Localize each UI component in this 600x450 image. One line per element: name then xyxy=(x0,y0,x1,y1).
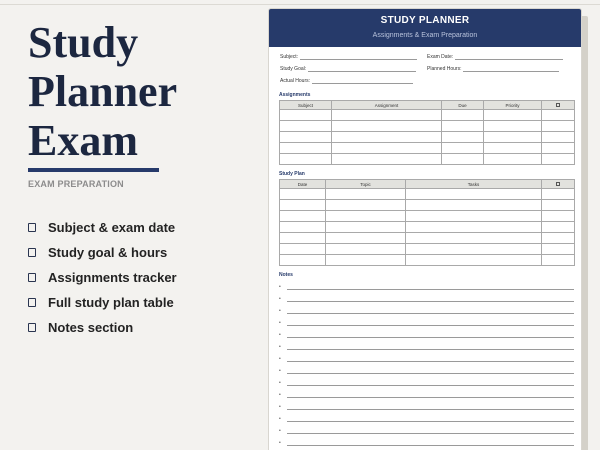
table-cell xyxy=(484,132,542,143)
planner-title: STUDY PLANNER xyxy=(380,15,470,26)
column-header: Date xyxy=(280,180,326,189)
table-cell xyxy=(280,110,332,121)
note-line xyxy=(279,326,581,338)
table-cell xyxy=(332,132,442,143)
table-cell xyxy=(326,233,406,244)
table-cell xyxy=(442,143,484,154)
note-line xyxy=(279,434,581,446)
bullet-icon: • xyxy=(279,296,281,302)
bullet-icon: • xyxy=(279,356,281,362)
table-cell xyxy=(332,121,442,132)
feature-item: Study goal & hours xyxy=(28,240,258,265)
table-cell xyxy=(484,110,542,121)
note-line xyxy=(279,350,581,362)
note-line xyxy=(279,302,581,314)
bullet-icon: • xyxy=(279,404,281,410)
study-goal-field: Study Goal: xyxy=(280,64,416,72)
table-cell xyxy=(280,222,326,233)
column-header: Priority xyxy=(484,101,542,110)
note-line xyxy=(279,386,581,398)
table-cell xyxy=(326,211,406,222)
note-line xyxy=(279,398,581,410)
column-header: Assignment xyxy=(332,101,442,110)
table-cell xyxy=(406,211,542,222)
study-plan-rows xyxy=(280,189,575,266)
table-cell xyxy=(542,233,575,244)
title-line: Study xyxy=(28,18,139,67)
product-description xyxy=(28,18,258,340)
table-row xyxy=(280,132,575,143)
feature-item: Subject & exam date xyxy=(28,215,258,240)
table-cell xyxy=(332,143,442,154)
checkbox-icon xyxy=(28,248,36,257)
bullet-icon: • xyxy=(279,284,281,290)
feature-item: Notes section xyxy=(28,315,258,340)
subject-field: Subject: xyxy=(280,52,417,60)
table-row xyxy=(280,110,575,121)
study-plan-table xyxy=(279,179,575,266)
note-line xyxy=(279,338,581,350)
table-cell xyxy=(280,233,326,244)
table-cell xyxy=(542,132,575,143)
feature-list xyxy=(28,215,258,340)
table-row xyxy=(280,211,575,222)
note-line xyxy=(279,314,581,326)
checkbox-icon xyxy=(556,103,560,107)
column-header: Due xyxy=(442,101,484,110)
table-row xyxy=(280,233,575,244)
table-cell xyxy=(280,121,332,132)
table-cell xyxy=(442,110,484,121)
bullet-icon: • xyxy=(279,344,281,350)
column-header: Topic xyxy=(326,180,406,189)
table-cell xyxy=(442,121,484,132)
table-cell xyxy=(542,189,575,200)
actual-hours-field: Actual Hours: xyxy=(280,76,413,84)
product-subtitle: EXAM PREPARATION xyxy=(28,179,124,189)
table-cell xyxy=(326,255,406,266)
table-cell xyxy=(542,121,575,132)
table-cell xyxy=(542,143,575,154)
table-cell xyxy=(542,255,575,266)
title-line: Exam xyxy=(28,116,138,165)
table-cell xyxy=(484,121,542,132)
checkbox-icon xyxy=(28,273,36,282)
bullet-icon: • xyxy=(279,320,281,326)
table-cell xyxy=(406,200,542,211)
table-cell xyxy=(484,154,542,165)
table-cell xyxy=(442,154,484,165)
note-line xyxy=(279,278,581,290)
checkbox-icon xyxy=(556,182,560,186)
table-row xyxy=(280,154,575,165)
table-cell xyxy=(542,222,575,233)
table-row xyxy=(280,255,575,266)
note-line xyxy=(279,290,581,302)
table-cell xyxy=(280,132,332,143)
table-cell xyxy=(280,154,332,165)
planner-header xyxy=(269,9,581,47)
study-plan-label: Study Plan xyxy=(279,171,305,177)
table-row xyxy=(280,121,575,132)
table-header-row xyxy=(280,180,575,189)
table-cell xyxy=(326,244,406,255)
title-underline xyxy=(28,168,159,172)
table-cell xyxy=(406,244,542,255)
planned-hours-field: Planned Hours: xyxy=(427,64,559,72)
feature-item: Assignments tracker xyxy=(28,265,258,290)
column-header: Subject xyxy=(280,101,332,110)
table-row xyxy=(280,143,575,154)
table-cell xyxy=(326,189,406,200)
table-cell xyxy=(542,110,575,121)
table-cell xyxy=(326,222,406,233)
exam-date-field: Exam Date: xyxy=(427,52,563,60)
table-cell xyxy=(406,255,542,266)
assignments-table xyxy=(279,100,575,165)
bullet-icon: • xyxy=(279,368,281,374)
table-cell xyxy=(280,189,326,200)
table-cell xyxy=(442,132,484,143)
checkbox-icon xyxy=(28,298,36,307)
table-cell xyxy=(332,154,442,165)
bullet-icon: • xyxy=(279,332,281,338)
note-line xyxy=(279,422,581,434)
table-row xyxy=(280,189,575,200)
planner-page-preview xyxy=(268,8,582,450)
feature-item: Full study plan table xyxy=(28,290,258,315)
table-cell xyxy=(406,233,542,244)
done-column-header xyxy=(542,180,575,189)
bullet-icon: • xyxy=(279,380,281,386)
table-cell xyxy=(326,200,406,211)
table-row xyxy=(280,222,575,233)
note-line xyxy=(279,362,581,374)
planner-subtitle: Assignments & Exam Preparation xyxy=(372,32,478,39)
bullet-icon: • xyxy=(279,308,281,314)
table-header-row xyxy=(280,101,575,110)
bullet-icon: • xyxy=(279,440,281,446)
table-cell xyxy=(542,244,575,255)
table-row xyxy=(280,244,575,255)
bullet-icon: • xyxy=(279,416,281,422)
title-line: Planner xyxy=(28,67,178,116)
table-cell xyxy=(484,143,542,154)
table-cell xyxy=(280,211,326,222)
table-cell xyxy=(542,200,575,211)
table-cell xyxy=(406,189,542,200)
table-cell xyxy=(542,211,575,222)
bullet-icon: • xyxy=(279,392,281,398)
table-cell xyxy=(280,244,326,255)
assignments-label: Assignments xyxy=(279,92,311,98)
note-line xyxy=(279,410,581,422)
checkbox-icon xyxy=(28,323,36,332)
table-cell xyxy=(280,255,326,266)
done-column-header xyxy=(542,101,575,110)
checkbox-icon xyxy=(28,223,36,232)
notes-section xyxy=(279,278,581,446)
table-cell xyxy=(280,200,326,211)
info-fields xyxy=(269,47,581,87)
column-header: Tasks xyxy=(406,180,542,189)
note-line xyxy=(279,374,581,386)
bullet-icon: • xyxy=(279,428,281,434)
notes-label: Notes xyxy=(279,272,293,278)
assignments-rows xyxy=(280,110,575,165)
product-title xyxy=(28,18,258,165)
top-divider xyxy=(0,4,600,5)
table-cell xyxy=(406,222,542,233)
table-cell xyxy=(542,154,575,165)
table-cell xyxy=(280,143,332,154)
table-cell xyxy=(332,110,442,121)
table-row xyxy=(280,200,575,211)
